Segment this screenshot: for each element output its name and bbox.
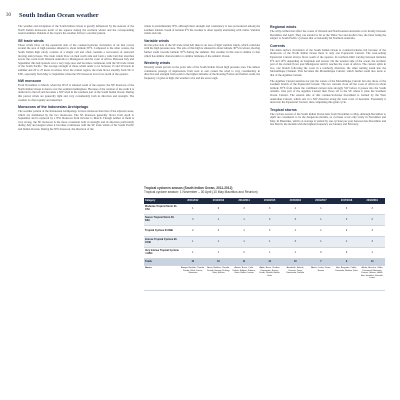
table-header-cell: 2017/2018 [334,198,360,204]
section-heading: Variable winds [144,38,169,43]
table-cell: 3 [359,204,385,215]
table-cell: 1 [283,226,309,237]
table-header-cell: 2012/2013 [206,198,232,204]
table-cell: 2 [359,215,385,226]
table-cell: 6 [206,204,232,215]
table-cell: Anais, Boldwin, Claudia, Dumile, Emang, Felleng, Gino, Haruna [206,266,232,291]
table-cell: Annabelle, Bohale, Corentin, Daya, Emeraude, Fantala [283,266,309,291]
table-cell: 1 [257,237,283,248]
text-column-1 [18,25,134,385]
table-row [144,266,385,291]
table-row [144,237,385,248]
table-cell: 1 [308,226,334,237]
table-cell: 14 [359,259,385,266]
table-caption-title: Tropical cyclones season (South Indian Ocean, 2011-2012) [144,186,233,190]
section-heading: Tropical storms [270,107,297,112]
table-header-cell: 2013/2014 [231,198,257,204]
table-cell: 1 [231,226,257,237]
table-cell: Alenga, Benilde, Chanda, Dando, Ethel, Funso, Giovanna [180,266,206,291]
table-cell: 14 [257,259,283,266]
paragraph: Westerly winds prevail on the polar side of the South Indian Ocean high pressure area. The almost continuous passage of depressions from west to east causes the wind to vary considerably in direction and strength from south to the higher latitudes of the Roaring Forties and further south, the frequency of gales is high, the weather cold, and the seas rough. [144,65,261,80]
table-category-cell: Intense Tropical Cyclone 90-115kt [144,237,180,248]
table-row [144,226,385,237]
section-heading: Monsoons of the Indonesian Archipelago [18,105,89,110]
table-cell: 0 [308,248,334,259]
text-column-2 [144,25,260,185]
text-column-3 [270,25,386,185]
table-cell: 9 [334,259,360,266]
table-cell: 1 [206,248,232,259]
table-cell: 10 [206,259,232,266]
table-cell: 3 [334,215,360,226]
table-cell: 0 [334,248,360,259]
table-cell: 3 [257,226,283,237]
cyclone-table [144,198,385,291]
paragraph: The Agulhas Current sustains not just the waters of the Mozambique Current but also those of the southern branch of the Equatorial Current. The two currents close off the coast of Africa in about latitude 30°S from where the combined current runs strongly SW before it passes into the South Atlantic. One part of the Agulhas Current then flows off to the SE where it joins the Southern Ocean Current. The eastern side of this counterclockwise movement is formed by the West Australian Current, which sets in a NW direction along the west coast of Australia. Eventually it turns into the Equatorial Current, thus completing this giant cycle. [270,78,386,105]
section-heading: Regional winds [270,25,297,29]
table-cell: 1 [283,204,309,215]
table-cell: 1 [180,204,206,215]
page-number: 30 [6,13,11,18]
table-cell: 2 [180,226,206,237]
table-cell: Amara, Bruce, Colin, Deliwe, Edilson, Fobane, Guito, Hellen, Ivanoe [231,266,257,291]
section-heading: Currents [270,43,285,48]
table-cell: 1 [359,248,385,259]
paragraph: The weather and navigation of the South Indian Ocean is greatly influenced by the seasons of the North Indian monsoons north of the equator during the northern winter and the corresponding austral summer. Outside of the tropics the weather follows a normal pattern. [18,24,134,36]
table-cell: 2 [334,226,360,237]
table-cell: 3 [283,237,309,248]
table-cell: 1 [231,237,257,248]
table-cell: 1 [206,237,232,248]
table-cell: 1 [308,204,334,215]
table-cell: 3 [257,204,283,215]
table-category-cell: Totals [144,259,180,266]
table-cell: Adjali, Bansi, Chedza, Diamondra, Eunice, Fundi, Glenda, Haliba, Ikola [257,266,283,291]
table-cell: 1 [283,248,309,259]
table-cell: 10 [283,259,309,266]
table-caption-subtitle: Tropical cyclone season: 1 November – 30 April (10 May Mauritius and Reunion) [144,189,258,194]
table-cell: 10 [180,259,206,266]
table-row [144,259,385,266]
table-cell: 1 [308,215,334,226]
table-header-cell: 2015/2016 [283,198,309,204]
table-cell: Alcide, Bouchra, Cilida, Desmond, Eketsang, Funani, Gelena, Haleh, Idai, Joaninha, Kenneth, Lorna [359,266,385,291]
paragraph: The willy-willies that affect the coasts of Western and Northwestern Australia occur mostly between December and April. They can extend as far as the Timor Sea and Arafura Sea, the latter being the subject to South Pacific cyclones that occasionally hit Northern Australia. [270,29,386,41]
page-title: South Indian Ocean weather [19,12,99,19]
table-header-cell: 2018/2019 [359,198,385,204]
table-row [144,248,385,259]
paragraph: The weather pattern of the Indonesian Archipelago is more monsoon than that of the adjacent areas, which are dominated by the two monsoons. The SE monsoon generally blows from April to September and is replaced by a NW monsoon from October to March. Though neither of them is very strong, the SE monsoon is the more consistent both in strength and in direction particularly during July and August when it becomes continuous with the SE trade winds of the South Pacific and Indian Oceans. During the NW monsoon, the direction of the [18,109,134,132]
table-cell: 3 [231,204,257,215]
table-category-cell: Tropical Cyclone 64-89kt [144,226,180,237]
table-cell: 3 [359,237,385,248]
table-header-cell: 2016/2017 [308,198,334,204]
section-heading: NW monsoon [18,79,42,84]
table-header-cell: 2014/2015 [257,198,283,204]
paragraph: From November to March, when the ITCZ is situated south of the equator, the NE monsoon of the North Indian Ocean is drawn over the southern hemisphere. Because of the rotation of the earth it is deflected to the left and becomes a NW wind in the southern part of the South Indian Ocean. During this period winds are generally light and vary considerably both in direction and strength. The weather is often squally and unsettled. [18,83,134,102]
table-category-cell: Moderate Tropical Storm 34-47kt [144,204,180,215]
table-cell: 1 [257,248,283,259]
table-cell: 3 [206,226,232,237]
table-header-cell: Category [144,198,180,204]
table-cell: 7 [308,259,334,266]
table-cell: 1 [180,248,206,259]
table-header-cell: 2011/2012 [180,198,206,204]
table-row [144,215,385,226]
table-cell: 1 [231,215,257,226]
paragraph: winds is predominantly NW, although their strength and consistency is less pronounced among the southern islands. South of latitude 6°S the weather is often squally alternating with calms. Variable winds and rain. [144,24,260,36]
table-category-cell: Severe Tropical Storm 48-63kt [144,215,180,226]
table-cell: 1 [206,215,232,226]
paragraph: The main surface circulation of the South Indian Ocean is counterclockwise but because of the monsoons of the North Indian Ocean there is only one Equatorial Current. The west-setting Equatorial Current always flows south of the equator, its northern limit varying between latitudes 6°S and 10°S depending on longitude and season. On the western side of the ocean, the northern part of the current flows past Madagascar until it reaches the coast of Africa. The current splits in two, one branch following the coast in a northerly direction, the other turning south into the Mozambique Channel. This becomes the Mozambique Current, which further south also turns to that of the Agulhas Current. [270,47,386,77]
table-caption [144,187,384,195]
section-heading: Westerly winds [144,61,171,66]
table-cell: 11 [231,259,257,266]
paragraph: The cyclone season of the South Indian Ocean lasts from November to May, although December to April are considered to be the dangerous months, as cyclones occur only rarely in November and May. In Mauritius, which on average is visited by one cyclone per year between late December and late March, the months with the highest frequency are January and February. [270,111,386,127]
table-cell: 3 [257,215,283,226]
paragraph: On the polar side of the SE trade wind belt there is an area of light variable winds, which coincides with the high pressure area. The axis of this high is situated in about latitude 30°S in winter, moving further south towards latitude 35°S during the summer. The weather in this area is similar to that which has similar characteristics to similar latitudes of the Atlantic Ocean. [144,42,260,58]
table-cell: 3 [359,226,385,237]
paragraph: These winds blow on the equatorial side of the counterclockwise circulation of air that occurs around the area of high pressure situated to about latitude 30°S. Compared to the other oceans, the South Indian high rarely consists of a single cell and often contains a succession of eastward moving anticyclones. The trade winds blow on their north side and form a wide belt that stretches across the ocean from Western Australia to Madagascar and the coast of Africa. Between July and September this belt spreads over a very large area and becomes continuous with the SE trade winds of the South Pacific. The average strength of these winds tends to be between 15 and 20 knots in summer and 20 to 25 knots in winter. Over the central region, the trade blows steadily from SE or ESE, especially from May to September when the SW monsoon is in force north of the equator. [18,42,134,76]
table-cell: 3 [180,215,206,226]
table-cell: Abela, Carlos, Dineo, Enawo [308,266,334,291]
table-cell: 3 [334,204,360,215]
table-cell: 1 [308,237,334,248]
table-category-cell: Very Intense Tropical Cyclone >115kt [144,248,180,259]
table-row [144,204,385,215]
table-cell: 3 [283,215,309,226]
section-heading: SE trade winds [18,38,44,43]
table-cell: Ava, Berguitta, Cebile, Dumazile, Eliakim, Fakir [334,266,360,291]
table-cell: 1 [180,237,206,248]
table-cell: 1 [334,237,360,248]
table-category-cell: Names [144,266,180,291]
table-cell: 2 [231,248,257,259]
